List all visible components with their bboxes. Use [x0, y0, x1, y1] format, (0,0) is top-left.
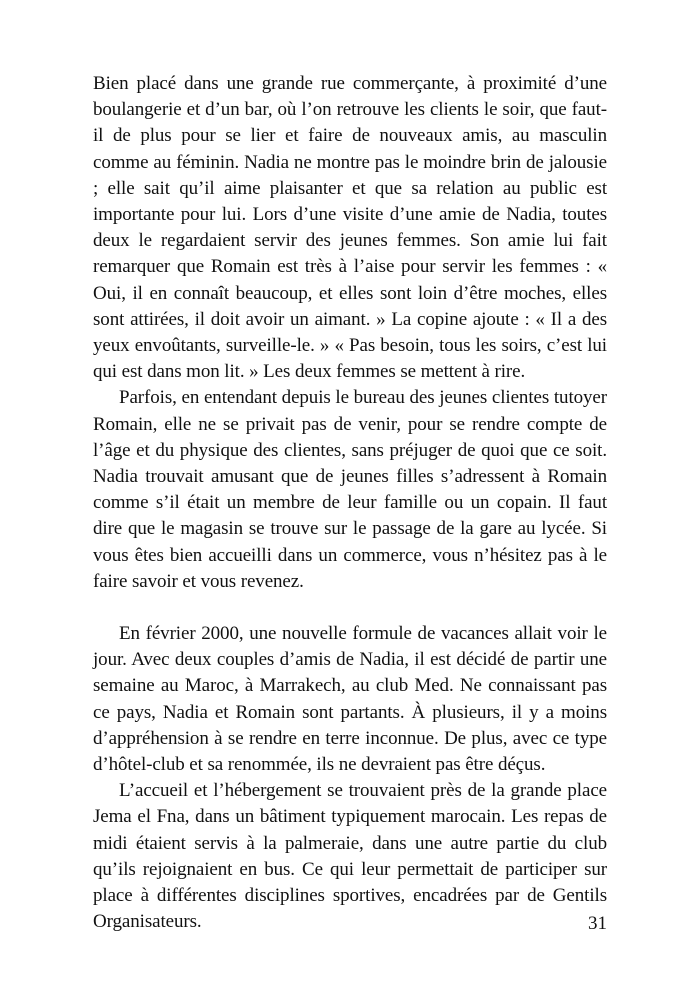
section-break — [93, 595, 607, 621]
page-body — [93, 71, 607, 936]
paragraph-2: Parfois, en entendant depuis le bureau des jeunes clientes tutoyer Romain, elle ne se privait pas de venir, pour se rendre compte de l’âge et du physique des clientes, sans préjuger de quoi que ce soit. Nadia trouvait amusant que de jeunes filles s’adressent à Romain comme s’il était un membre de leur famille ou un copain. Il faut dire que le magasin se trouve sur le passage de la gare au lycée. Si vous êtes bien accueilli dans un commerce, vous n’hésitez pas à le faire savoir et vous revenez. — [93, 387, 607, 592]
paragraph-4: L’accueil et l’hébergement se trouvaient près de la grande place Jema el Fna, dans un bâtiment typiquement marocain. Les repas de midi étaient servis à la palmeraie, dans une autre partie du club qu’ils rejoignaient en bus. Ce qui leur permettait de participer sur place à différentes disciplines sportives, encadrées par de Gentils Organisateurs. — [93, 780, 607, 933]
page-number: 31 — [588, 913, 607, 934]
paragraph-1: Bien placé dans une grande rue commerçante, à proximité d’une boulangerie et d’un bar, où l’on retrouve les clients le soir, que faut-il de plus pour se lier et faire de nouveaux amis, au masculin comme au féminin. Nadia ne montre pas le moindre brin de jalousie ; elle sait qu’il aime plaisanter et que sa relation au public est importante pour lui. Lors d’une visite d’une amie de Nadia, toutes deux le regardaient servir des jeunes femmes. Son amie lui fait remarquer que Romain est très à l’aise pour servir les femmes : « Oui, il en connaît beaucoup, et elles sont loin d’être moches, elles sont attirées, il doit avoir un aimant. » La copine ajoute : « Il a des yeux envoûtants, surveille-le. » « Pas besoin, tous les soirs, c’est lui qui est dans mon lit. » Les deux femmes se mettent à rire. — [93, 73, 607, 383]
paragraph-3: En février 2000, une nouvelle formule de vacances allait voir le jour. Avec deux couples d’amis de Nadia, il est décidé de partir une semaine au Maroc, à Marrakech, au club Med. Ne connaissant pas ce pays, Nadia et Romain sont partants. À plusieurs, il y a moins d’appréhension à se rendre en terre inconnue. De plus, avec ce type d’hôtel-club et sa renommée, ils ne devraient pas être déçus. — [93, 623, 607, 776]
